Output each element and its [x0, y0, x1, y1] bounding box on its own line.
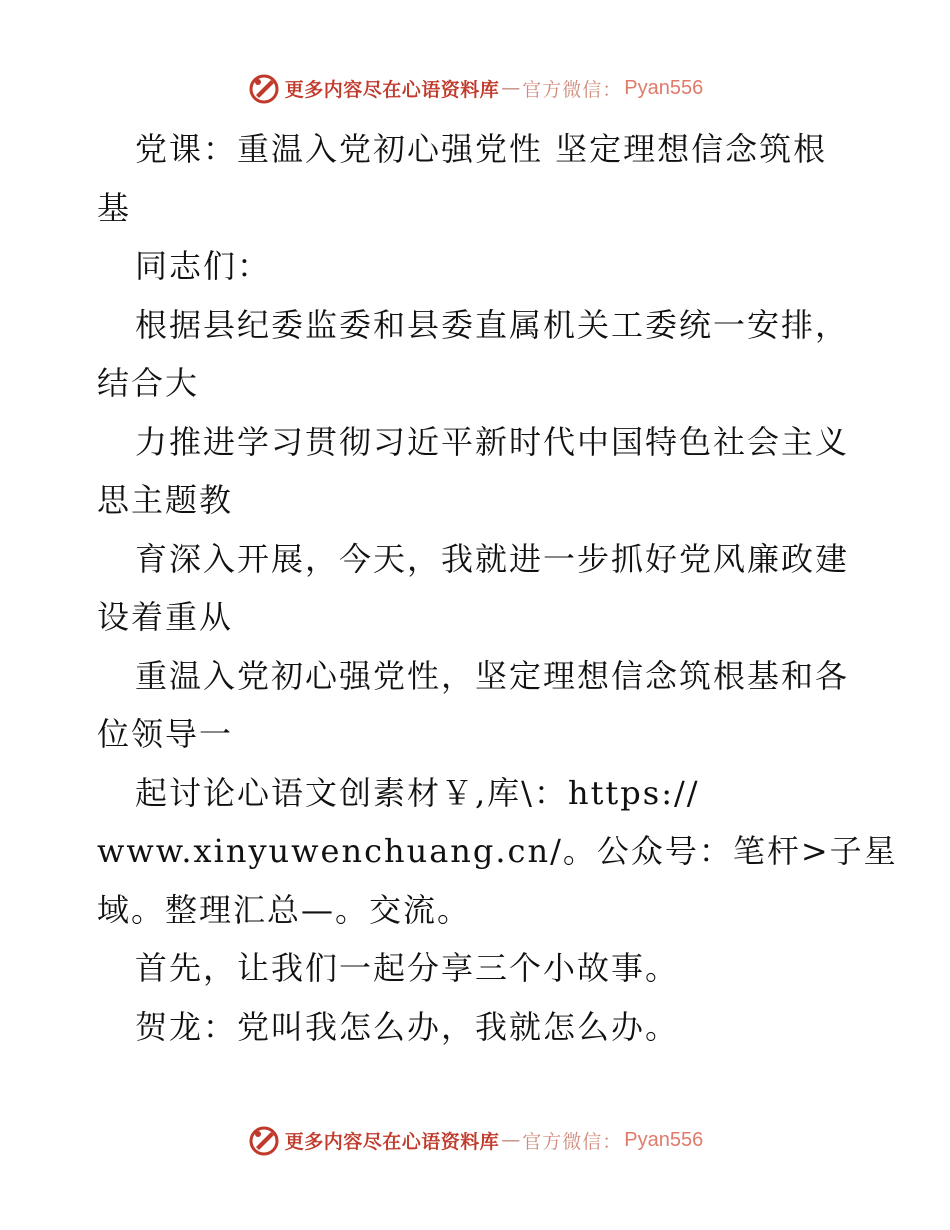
- body-text-line: 根据县纪委监委和县委直属机关工委统一安排，: [135, 305, 850, 344]
- brand-logo-icon: [247, 1123, 281, 1157]
- body-text-line: 设着重从: [97, 598, 234, 636]
- body-text-line: 首先，让我们一起分享三个小故事。: [135, 949, 680, 987]
- body-text-line: 贺龙：党叫我怎么办，我就怎么办。: [135, 1007, 680, 1046]
- body-text-line: 域。整理汇总—。交流。: [97, 890, 472, 929]
- footer-brand-text: 更多内容尽在心语资料库: [284, 1130, 500, 1153]
- header-dash: —: [501, 77, 521, 99]
- header-watermark-banner: [0, 68, 950, 108]
- footer-wechat-label: 官方微信：: [522, 1130, 623, 1153]
- body-text-line: 起讨论心语文创素材￥,库\：https://: [135, 773, 700, 812]
- body-text-line: 力推进学习贯彻习近平新时代中国特色社会主义: [135, 422, 850, 461]
- body-text-line: 党课：重温入党初心强党性 坚定理想信念筑根: [135, 130, 828, 168]
- header-wechat-label: 官方微信：: [522, 78, 623, 101]
- footer-watermark-banner: [0, 1120, 950, 1160]
- document-body: [97, 120, 898, 1056]
- body-text-line: 位领导一: [97, 715, 234, 753]
- header-wechat-handle: Pyan556: [624, 76, 704, 99]
- body-text-line: 同志们：: [135, 247, 272, 285]
- footer-dash: —: [501, 1129, 521, 1151]
- header-brand-text: 更多内容尽在心语资料库: [284, 78, 500, 101]
- brand-logo-icon: [247, 71, 281, 105]
- body-text-line: 结合大: [97, 364, 200, 402]
- body-text-line: 育深入开展，今天，我就进一步抓好党风廉政建: [135, 539, 850, 578]
- body-text-line: 重温入党初心强党性，坚定理想信念筑根基和各: [135, 656, 850, 695]
- footer-wechat-handle: Pyan556: [624, 1128, 704, 1151]
- body-text-line: 基: [97, 188, 132, 227]
- body-text-line: www.xinyuwenchuang.cn/。公众号：笔杆>子星: [97, 832, 898, 870]
- body-text-line: 思主题教: [97, 481, 234, 519]
